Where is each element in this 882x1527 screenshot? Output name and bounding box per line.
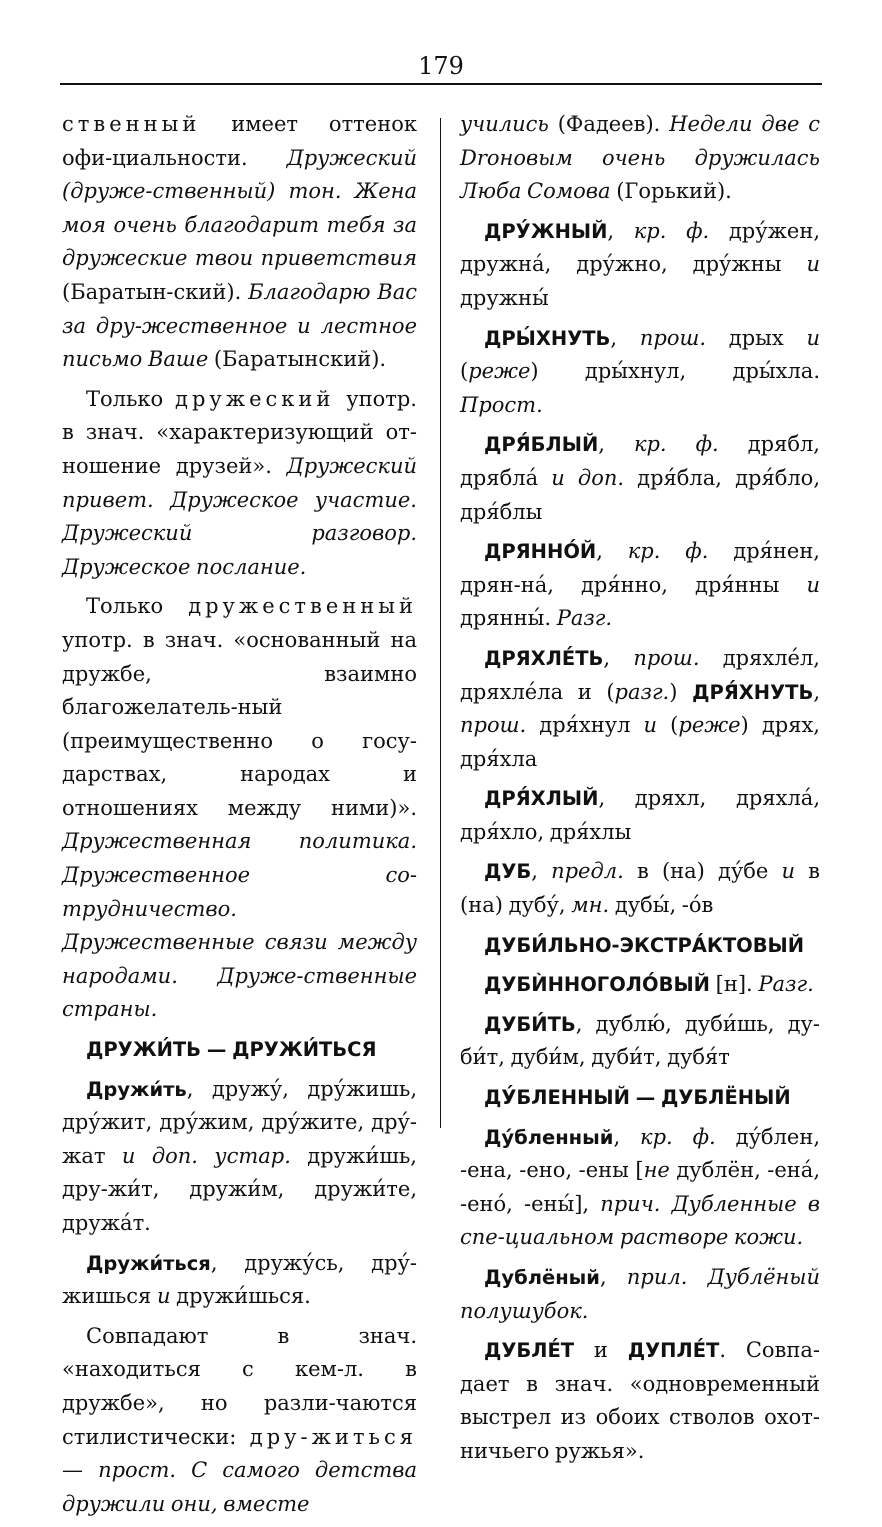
body-text: дружны́ [460, 285, 549, 310]
body-text: дублён, -ена́, -ено́, -ены́], [460, 1158, 820, 1216]
headword: ДУБ [484, 860, 532, 884]
headword: Дружи́ться [86, 1251, 211, 1275]
spaced-term: ственный [62, 112, 201, 136]
headword: ДРЯ́БЛЫЙ [484, 433, 599, 457]
italic-text: Разг. [556, 606, 613, 631]
body-text: ) дрях, дря́хла [460, 713, 820, 771]
italic-text: кр. ф. [627, 539, 709, 564]
dictionary-paragraph [460, 1261, 820, 1328]
body-text: (Горький). [610, 179, 732, 204]
body-text: дубы́, -о́в [609, 893, 714, 918]
body-text: [н]. [709, 972, 759, 997]
dictionary-paragraph [62, 590, 417, 1027]
italic-text: учились [460, 112, 549, 136]
body-text: дружи́шь, дру-жи́т, дружи́м, дружи́те, дружа́т. [62, 1143, 417, 1235]
body-text: дрых [706, 325, 807, 350]
headword: ДРЯ́ХЛЫЙ [484, 787, 599, 811]
column-divider [440, 118, 441, 1128]
italic-text: кр. ф. [640, 1124, 716, 1149]
italic-text: и доп. [551, 465, 625, 490]
body-text: дрянны́. [460, 606, 557, 631]
body-text: (Баратынский). [208, 347, 387, 372]
italic-text: Недели две с Droновым очень дружилась Люба Сомова [460, 112, 820, 204]
italic-text: Прост. [460, 392, 543, 417]
left-column [62, 108, 417, 1527]
body-text: в (на) дубу́, [460, 859, 820, 918]
headword: ДРЯННО́Й [484, 540, 597, 564]
italic-text: реже [678, 713, 741, 738]
headword: Дублёный [484, 1266, 600, 1289]
headword: ДУПЛЕ́Т [627, 1339, 720, 1363]
body-text: дря́бла, дря́бло, дря́блы [460, 465, 820, 524]
italic-text: прош. [639, 325, 707, 350]
headword: Ду́бленный [484, 1125, 614, 1149]
dictionary-paragraph [460, 642, 820, 776]
italic-text: и [156, 1284, 171, 1309]
headword: ДУБЛЕ́Т [484, 1339, 575, 1363]
dictionary-paragraph [460, 1008, 820, 1075]
dictionary-paragraph [460, 782, 820, 849]
body-text: Только [86, 386, 176, 411]
dictionary-paragraph [62, 108, 417, 377]
dictionary-paragraph [62, 1247, 417, 1314]
italic-text: мн. [571, 893, 610, 918]
dictionary-paragraph [460, 535, 820, 636]
body-text: , [598, 432, 634, 457]
headword: ДРЫ́ХНУТЬ [484, 326, 611, 350]
dictionary-paragraph [460, 215, 820, 316]
italic-text: и [806, 325, 821, 350]
dictionary-paragraph [460, 855, 820, 922]
body-text: , [607, 218, 634, 243]
headword: ДРУЖИ́ТЬ — ДРУЖИ́ТЬСЯ [86, 1038, 377, 1062]
spaced-term: дру-житься [249, 1424, 417, 1449]
body-text: , дружу́, дру́жишь, дру́жит, дру́жим, дру́жите, дру́-жат [62, 1076, 417, 1168]
italic-text: прил. Дублёный полушубок. [460, 1265, 820, 1323]
headword: ДРЯХЛЕ́ТЬ [484, 646, 604, 670]
italic-text: Дружеский привет. Дружеское участие. Дружеский разговор. Дружеское послание. [62, 453, 417, 579]
italic-text: кр. ф. [633, 218, 710, 243]
body-text: дру́жен, дружна́, дру́жно, дру́жны [460, 218, 821, 277]
italic-text: Дружеский (друже-ственный) тон. Жена моя очень благодарит тебя за дружеские твои приветствия [62, 145, 417, 271]
body-text: , [610, 325, 640, 350]
spaced-term: дружественный [188, 594, 417, 619]
italic-text: и [806, 252, 820, 277]
body-text: дряхле́л, дряхле́ла и ( [460, 645, 820, 704]
body-text: , [603, 645, 634, 670]
body-text: ду́блен, -ена, -ено, -ены [ [460, 1124, 821, 1183]
body-text: дружи́шься. [170, 1284, 311, 1309]
body-text: дря́хнул [526, 713, 644, 738]
headword: ДУБИ́ТЬ [484, 1012, 576, 1036]
italic-text: реже [468, 359, 531, 384]
page-number: 179 [418, 52, 464, 80]
headword: ДУ́БЛЕННЫЙ — ДУБЛЁНЫЙ [484, 1086, 791, 1110]
italic-text: Разг. [758, 972, 814, 997]
body-text: ( [657, 713, 679, 738]
body-text: , [531, 859, 552, 884]
body-text: . Совпа-дает в знач. «одновременный выстрел из обоих стволов охот-ничьего ружья». [460, 1338, 820, 1463]
italic-text: и доп. устар. [121, 1143, 291, 1168]
body-text: ) [669, 679, 693, 704]
body-text: , [813, 679, 820, 704]
italic-text: прош. [460, 713, 527, 738]
body-text: , [599, 1265, 627, 1289]
dictionary-paragraph [460, 1081, 820, 1115]
body-text: употр. в знач. «характеризующий от-ношение друзей». [62, 386, 417, 478]
italic-text: прост. С самого детства дружили они, вместе [62, 1458, 417, 1516]
italic-text: не [643, 1158, 670, 1183]
italic-text: и [806, 572, 820, 597]
italic-text: и [643, 713, 658, 738]
body-text: — [62, 1458, 99, 1483]
body-text: в (на) ду́бе [623, 859, 782, 884]
italic-text: прош. [633, 645, 700, 670]
italic-text: предл. [551, 859, 624, 884]
dictionary-paragraph [62, 1033, 417, 1067]
headword: ДРЯ́ХНУТЬ [692, 680, 814, 704]
dictionary-paragraph [62, 1073, 417, 1241]
body-text: , дублю́, дуби́шь, ду-би́т, дуби́м, дуби́т, дубя́т [460, 1011, 820, 1070]
headword: ДУБЍННОГОЛО́ВЫЙ [484, 973, 710, 997]
body-text: ) дры́хнул, дры́хла. [530, 359, 820, 384]
dictionary-paragraph [460, 1334, 820, 1468]
body-text: , [596, 539, 628, 564]
body-text: Совпадают в знач. «находиться с кем-л. в дружбе», но разли-чаются стилистически: [62, 1323, 417, 1449]
dictionary-paragraph [460, 968, 820, 1002]
headword: Дружи́ть [86, 1077, 187, 1101]
body-text: , [613, 1124, 641, 1149]
dictionary-paragraph [460, 1121, 820, 1255]
dictionary-paragraph [460, 322, 820, 423]
spaced-term: дружеский [175, 386, 335, 411]
body-text: , дряхл, дряхла́, дря́хло, дря́хлы [460, 786, 820, 844]
right-column [460, 108, 820, 1475]
body-text: употр. в знач. «основанный на дружбе, взаимно благожелатель-ный (преимущественно о госу-дарствах, народах и отношениях между ними)». [62, 627, 417, 820]
dictionary-paragraph [62, 1320, 417, 1522]
italic-text: прич. Дубленные в спе-циальном растворе кожи. [460, 1191, 821, 1250]
body-text: имеет оттенок офи-циальности. [62, 112, 417, 170]
italic-text: Дружественная политика. Дружественное со-трудничество. Дружественные связи между народами. Друже-ственные страны. [62, 829, 417, 1022]
italic-text: Благодарю Вас за дру-жественное и лестное письмо Ваше [62, 279, 417, 372]
headword: ДРУ́ЖНЫЙ [484, 219, 608, 243]
body-text: (Фадеев). [548, 112, 670, 136]
dictionary-paragraph [460, 929, 820, 963]
body-text: Только [86, 594, 189, 619]
body-text: (Баратын-ский). [62, 279, 249, 304]
dictionary-paragraph [62, 383, 417, 585]
dictionary-paragraph [460, 428, 820, 529]
dictionary-paragraph [460, 108, 820, 209]
headword: ДУБИ́ЛЬНО-ЭКСТРА́КТОВЫЙ [484, 933, 805, 957]
italic-text: кр. ф. [633, 432, 719, 457]
italic-text: и [781, 859, 796, 884]
body-text: дря́нен, дрян-на́, дря́нно, дря́нны [460, 539, 820, 597]
body-text: дрябл, дрябла́ [460, 432, 820, 490]
body-text: ( [460, 359, 469, 384]
italic-text: разг. [614, 679, 670, 704]
header-rule [60, 83, 822, 85]
body-text: и [574, 1338, 628, 1363]
body-text: , дружу́сь, дру́-жишься [62, 1250, 417, 1309]
